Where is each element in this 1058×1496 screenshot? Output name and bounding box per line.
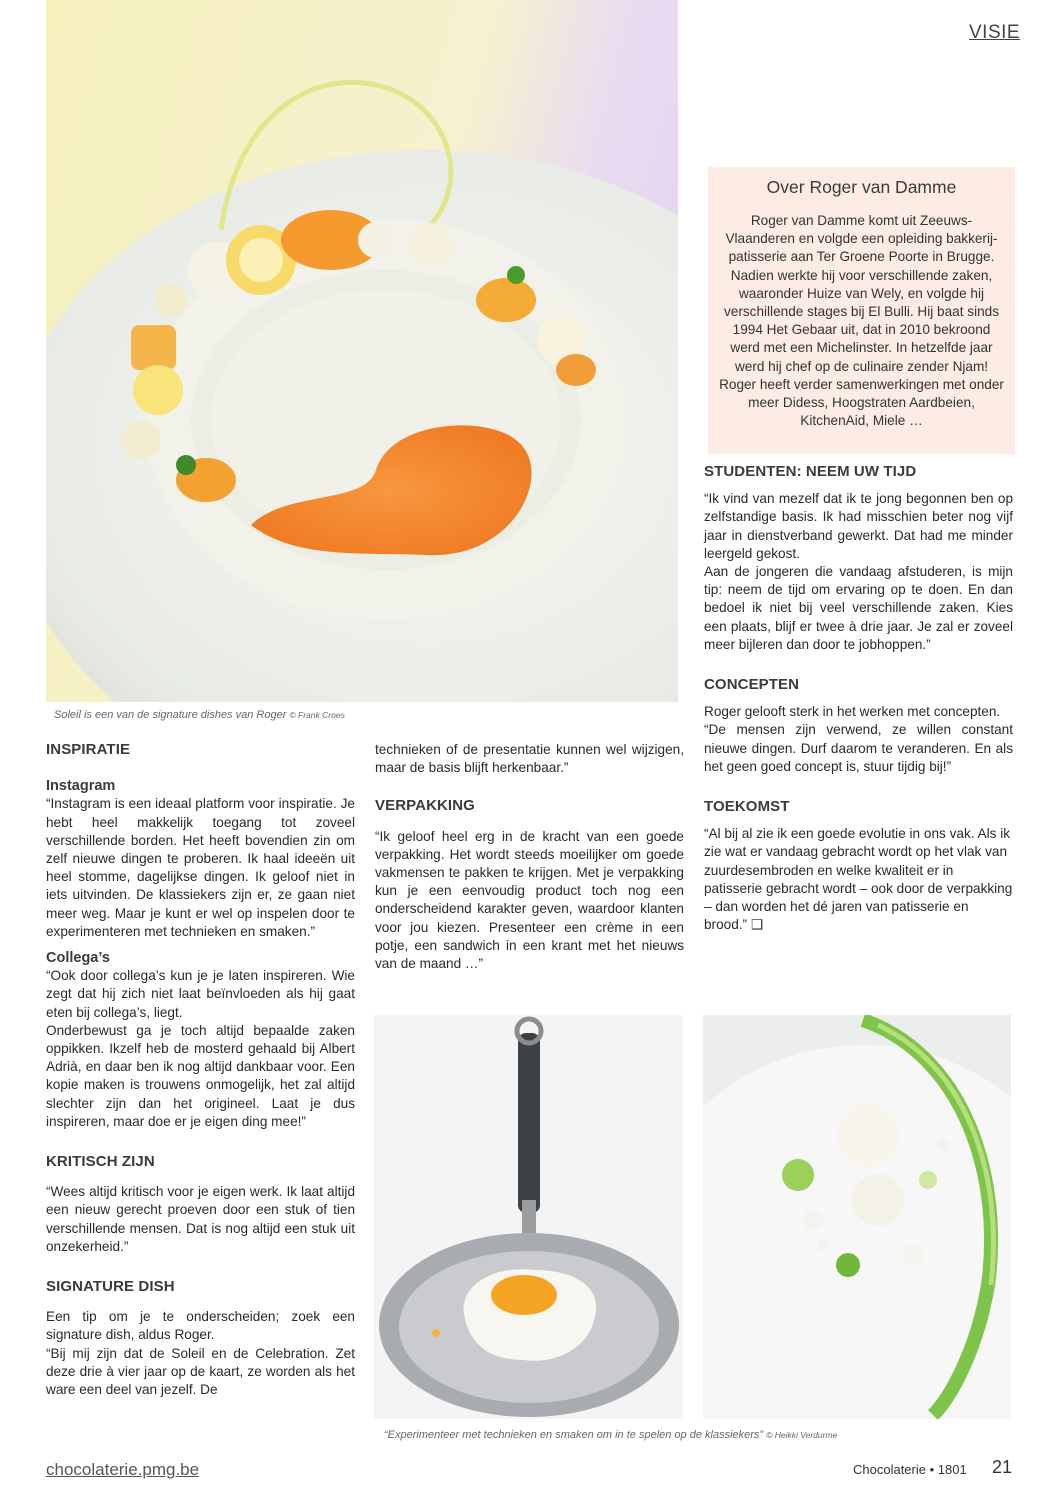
info-box-title: Over Roger van Damme — [766, 177, 957, 197]
heading-collegas: Collega’s — [46, 950, 110, 967]
heading-inspiratie: INSPIRATIE — [46, 741, 131, 758]
heading-toekomst: TOEKOMST — [704, 798, 790, 816]
heading-studenten: STUDENTEN: NEEM UW TIJD — [704, 463, 917, 480]
heading-kritisch: KRITISCH ZIJN — [46, 1153, 155, 1171]
concepten-text-1: Roger gelooft sterk in het werken met concepten. — [704, 704, 1001, 720]
hero-credit: © Frank Croes — [289, 710, 345, 720]
heading-concepten: CONCEPTEN — [704, 676, 800, 694]
instagram-text: “Instagram is een ideaal platform voor inspiratie. Je hebt heel makkelijk toegang tot zoveel verschillende borden. Het heeft bovendien zin om zelf nieuwe dingen te proberen. Ik haal ideeën uit heel stomme, dagelijkse dingen. Ik geloof niet in iets uitvinden. De klassiekers zijn er, ze gaan niet meer weg. Maar je kunt er wel op inspelen door te experimenteren met technieken en smaken.” — [46, 796, 355, 939]
collegas-text-2: Onderbewust ga je toch altijd bepaalde zaken oppikken. Ikzelf heb de mosterd gehaald bij Albert Adrià, en daar ben ik nog altijd dankbaar voor. Een kopie maken is trouwens onmogelijk, het zal altijd slechter zijn dan het origineel. Laat je dus inspireren, maar doe er je eigen ding mee!” — [46, 1022, 355, 1129]
verpakking-text: “Ik geloof heel erg in de kracht van een goede verpakking. Het wordt steeds moeilijker om goede vakmensen te pakken te krijgen. Met je verpakking kun je een eenvoudig product toch nog een onderscheidend karakter geven, waardoor klanten voor jou kiezen. Presenteer een crème in een potje, een sandwich in een krant met het nieuws van de maand …” — [375, 828, 684, 972]
info-box-text: Roger van Damme komt uit Zeeuws-Vlaanderen en volgde een opleiding bakkerij-patisserie aan Ter Groene Poorte in Brugge. Nadien werkte hij voor verschillende zaken, waaronder Huize van Wely, en volgde hij verschillende stages bij El Bulli. Hij baat sinds 1994 Het Gebaar uit, dat in 2010 bekroond werd met een Michelinster. In hetzelfde jaar werd hij chef op de culinaire zender Njam! Roger heeft verder samenwerkingen met onder meer Didess, Hoogstraten Aardbeien, KitchenAid, Miele … — [719, 213, 1004, 429]
signature-text-1: Een tip om je te onderscheiden; zoek een signature dish, aldus Roger. — [46, 1309, 355, 1343]
page-number: 21 — [992, 1457, 1013, 1477]
signature-text-2: “Bij mij zijn dat de Soleil en de Celebration. Zet deze drie à vier jaar op de kaart, ze worden als het ware een deel van jezelf. De — [46, 1345, 355, 1398]
end-mark: ❑ — [750, 917, 764, 933]
toekomst-text: “Al bij al zie ik een goede evolutie in ons vak. Als ik zie wat er vandaag gebracht wordt op het vlak van zuurdesembroden en welke kwaliteit er in patisserie gebracht wordt – ook door de verpakking – dan worden het dé jaren van patisserie en brood.” ❑ — [704, 826, 1013, 933]
studenten-text-2: Aan de jongeren die vandaag afstuderen, is mijn tip: neem de tijd om ervaring op te doen. En dan bedoel ik niet bij veel verschillende zaken. Kies een plaats, blijf er twee à drie jaar. Je zal er zoveel meer bijleren dan door te jobhoppen.” — [704, 564, 1013, 652]
bottom-caption: “Experimenteer met technieken en smaken om in te spelen op de klassiekers” © Heikki Verdurme — [384, 1429, 838, 1441]
photo-green-dessert — [703, 1015, 1011, 1419]
column-middle — [375, 741, 684, 973]
heading-instagram: Instagram — [46, 778, 116, 795]
collegas-text-1: “Ook door collega’s kun je je laten inspireren. Wie zegt dat hij zich niet laat beïnvloeden als hij gaat eten bij collega’s, liegt. — [46, 968, 355, 1020]
footer-url-link[interactable]: chocolaterie.pmg.be — [46, 1460, 200, 1479]
continued-text: technieken of de presentatie kunnen wel wijzigen, maar de basis blijft herkenbaar.” — [375, 742, 684, 776]
bottom-credit: © Heikki Verdurme — [766, 1430, 838, 1440]
concepten-text-2: “De mensen zijn verwend, ze willen constant nieuwe dingen. Durf daarom te veranderen. En als het geen goed concept is, stuur tijdig bij!” — [704, 722, 1013, 774]
hero-photo-soleil — [46, 0, 678, 702]
hero-caption: Soleil is een van de signature dishes van Roger © Frank Croes — [54, 709, 345, 721]
column-left — [46, 741, 355, 1399]
heading-signature: SIGNATURE DISH — [46, 1278, 175, 1296]
photo-pan-egg — [374, 1015, 683, 1419]
section-label: VISIE — [969, 22, 1021, 43]
footer-magazine: Chocolaterie • 1801 — [853, 1462, 967, 1477]
studenten-text-1: “Ik vind van mezelf dat ik te jong begonnen ben op zelfstandige basis. Ik had misschien beter nog vijf jaar in dienstverband gewerkt. Dat had me minder leergeld gekost. — [704, 491, 1013, 561]
kritisch-text: “Wees altijd kritisch voor je eigen werk. Ik laat altijd een nieuw gerecht proeven door een stuk of tien verschillende mensen. Dat is nog altijd een stuk uit onzekerheid.” — [46, 1184, 355, 1254]
heading-verpakking: VERPAKKING — [375, 797, 475, 815]
info-box — [708, 167, 1015, 454]
column-right — [704, 463, 1013, 934]
